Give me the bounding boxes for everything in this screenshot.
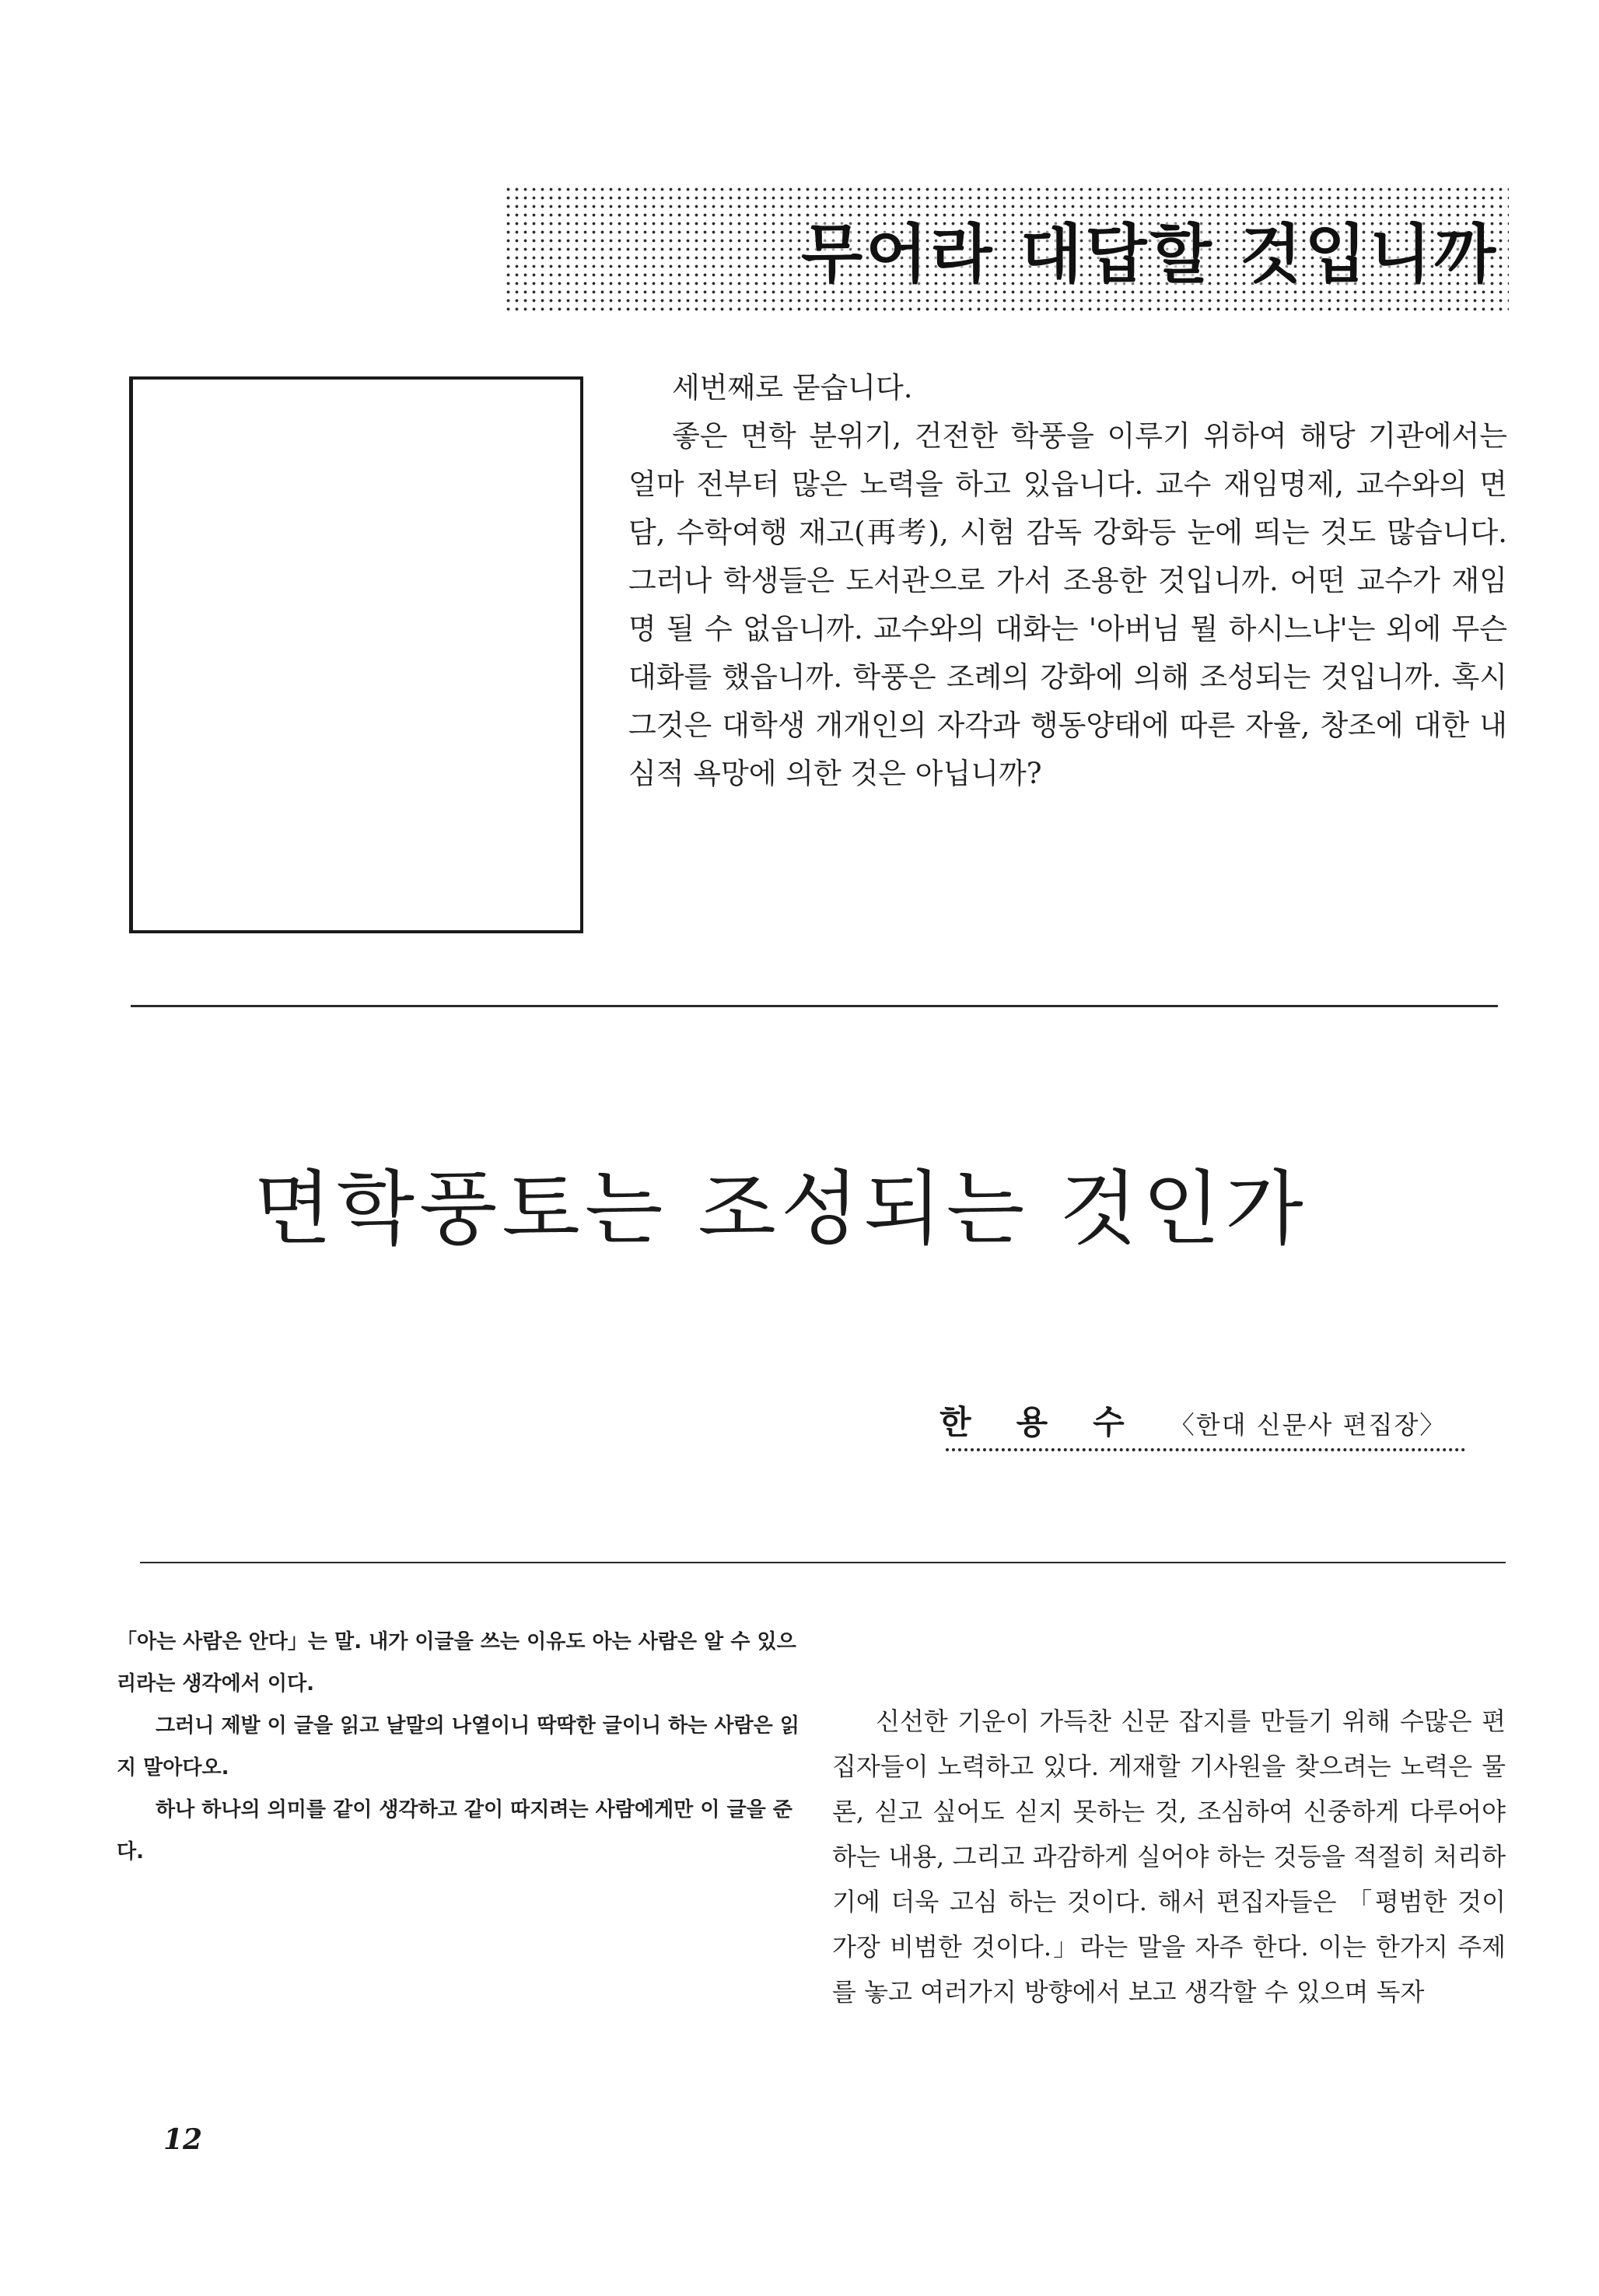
intro-paragraph: 세번째로 묻습니다. (672, 371, 913, 404)
photo-placeholder-box (129, 376, 583, 933)
author-name: 한용수 (939, 1403, 1170, 1441)
section-divider (131, 1005, 1498, 1007)
epigraph-paragraph: 「아는 사람은 안다」는 말. 내가 이글을 쓰는 이유도 아는 사람은 알 수 있으리라는 생각에서 이다. (117, 1630, 796, 1696)
author-affiliation: 〈한대 신문사 편집장〉 (1169, 1410, 1447, 1440)
intro-paragraph: 좋은 면학 분위기, 건전한 학풍을 이루기 위하여 해당 기관에서는 얼마 전부터 많은 노력을 하고 있읍니다. 교수 재임명제, 교수와의 면담, 수학여행 재고(再考), 시험 감독 강화등 눈에 띄는 것도 많습니다. 그러나 학생들은 도서관으로 가서 조용한 것입니까. 어떤 교수가 재임명 될 수 없읍니까. 교수와의 대화는 '아버님 뭘 하시느냐'는 외에 무슨 대화를 했읍니까. 학풍은 조례의 강화에 의해 조성되는 것입니까. 혹시 그것은 대학생 개개인의 자각과 행동양태에 따른 자율, 창조에 대한 내심적 욕망에 의한 것은 아닙니까? (628, 419, 1507, 790)
epigraph-paragraph: 하나 하나의 의미를 같이 생각하고 같이 따지려는 사람에게만 이 글을 준다. (117, 1798, 793, 1864)
body-text-column (832, 1699, 1506, 2014)
intro-question-text (628, 364, 1507, 798)
section-divider (140, 1562, 1506, 1563)
epigraph-paragraph: 그러니 제발 이 글을 읽고 날말의 나열이니 딱딱한 글이니 하는 사람은 읽지 말아다오. (117, 1714, 800, 1780)
byline-dotted-underline (946, 1448, 1465, 1451)
banner-title: 무어라 대답할 것입니까 (801, 218, 1499, 292)
body-paragraph: 신선한 기운이 가득찬 신문 잡지를 만들기 위해 수많은 편집자들이 노력하고 있다. 게재할 기사원을 찾으려는 노력은 물론, 싣고 싶어도 싣지 못하는 것, 조심하여 신중하게 다루어야 하는 내용, 그리고 과감하게 실어야 하는 것등을 적절히 처리하기에 더욱 고심 하는 것이다. 해서 편집자들은 「평범한 것이 가장 비범한 것이다.」라는 말을 자주 한다. 이는 한가지 주제를 놓고 여러가지 방향에서 보고 생각할 수 있으며 독자 (832, 1706, 1506, 2007)
byline (939, 1397, 1446, 1444)
page-number: 12 (163, 2123, 203, 2156)
article-title: 면학풍토는 조성되는 것인가 (254, 1160, 1308, 1256)
epigraph-column (117, 1621, 800, 1873)
